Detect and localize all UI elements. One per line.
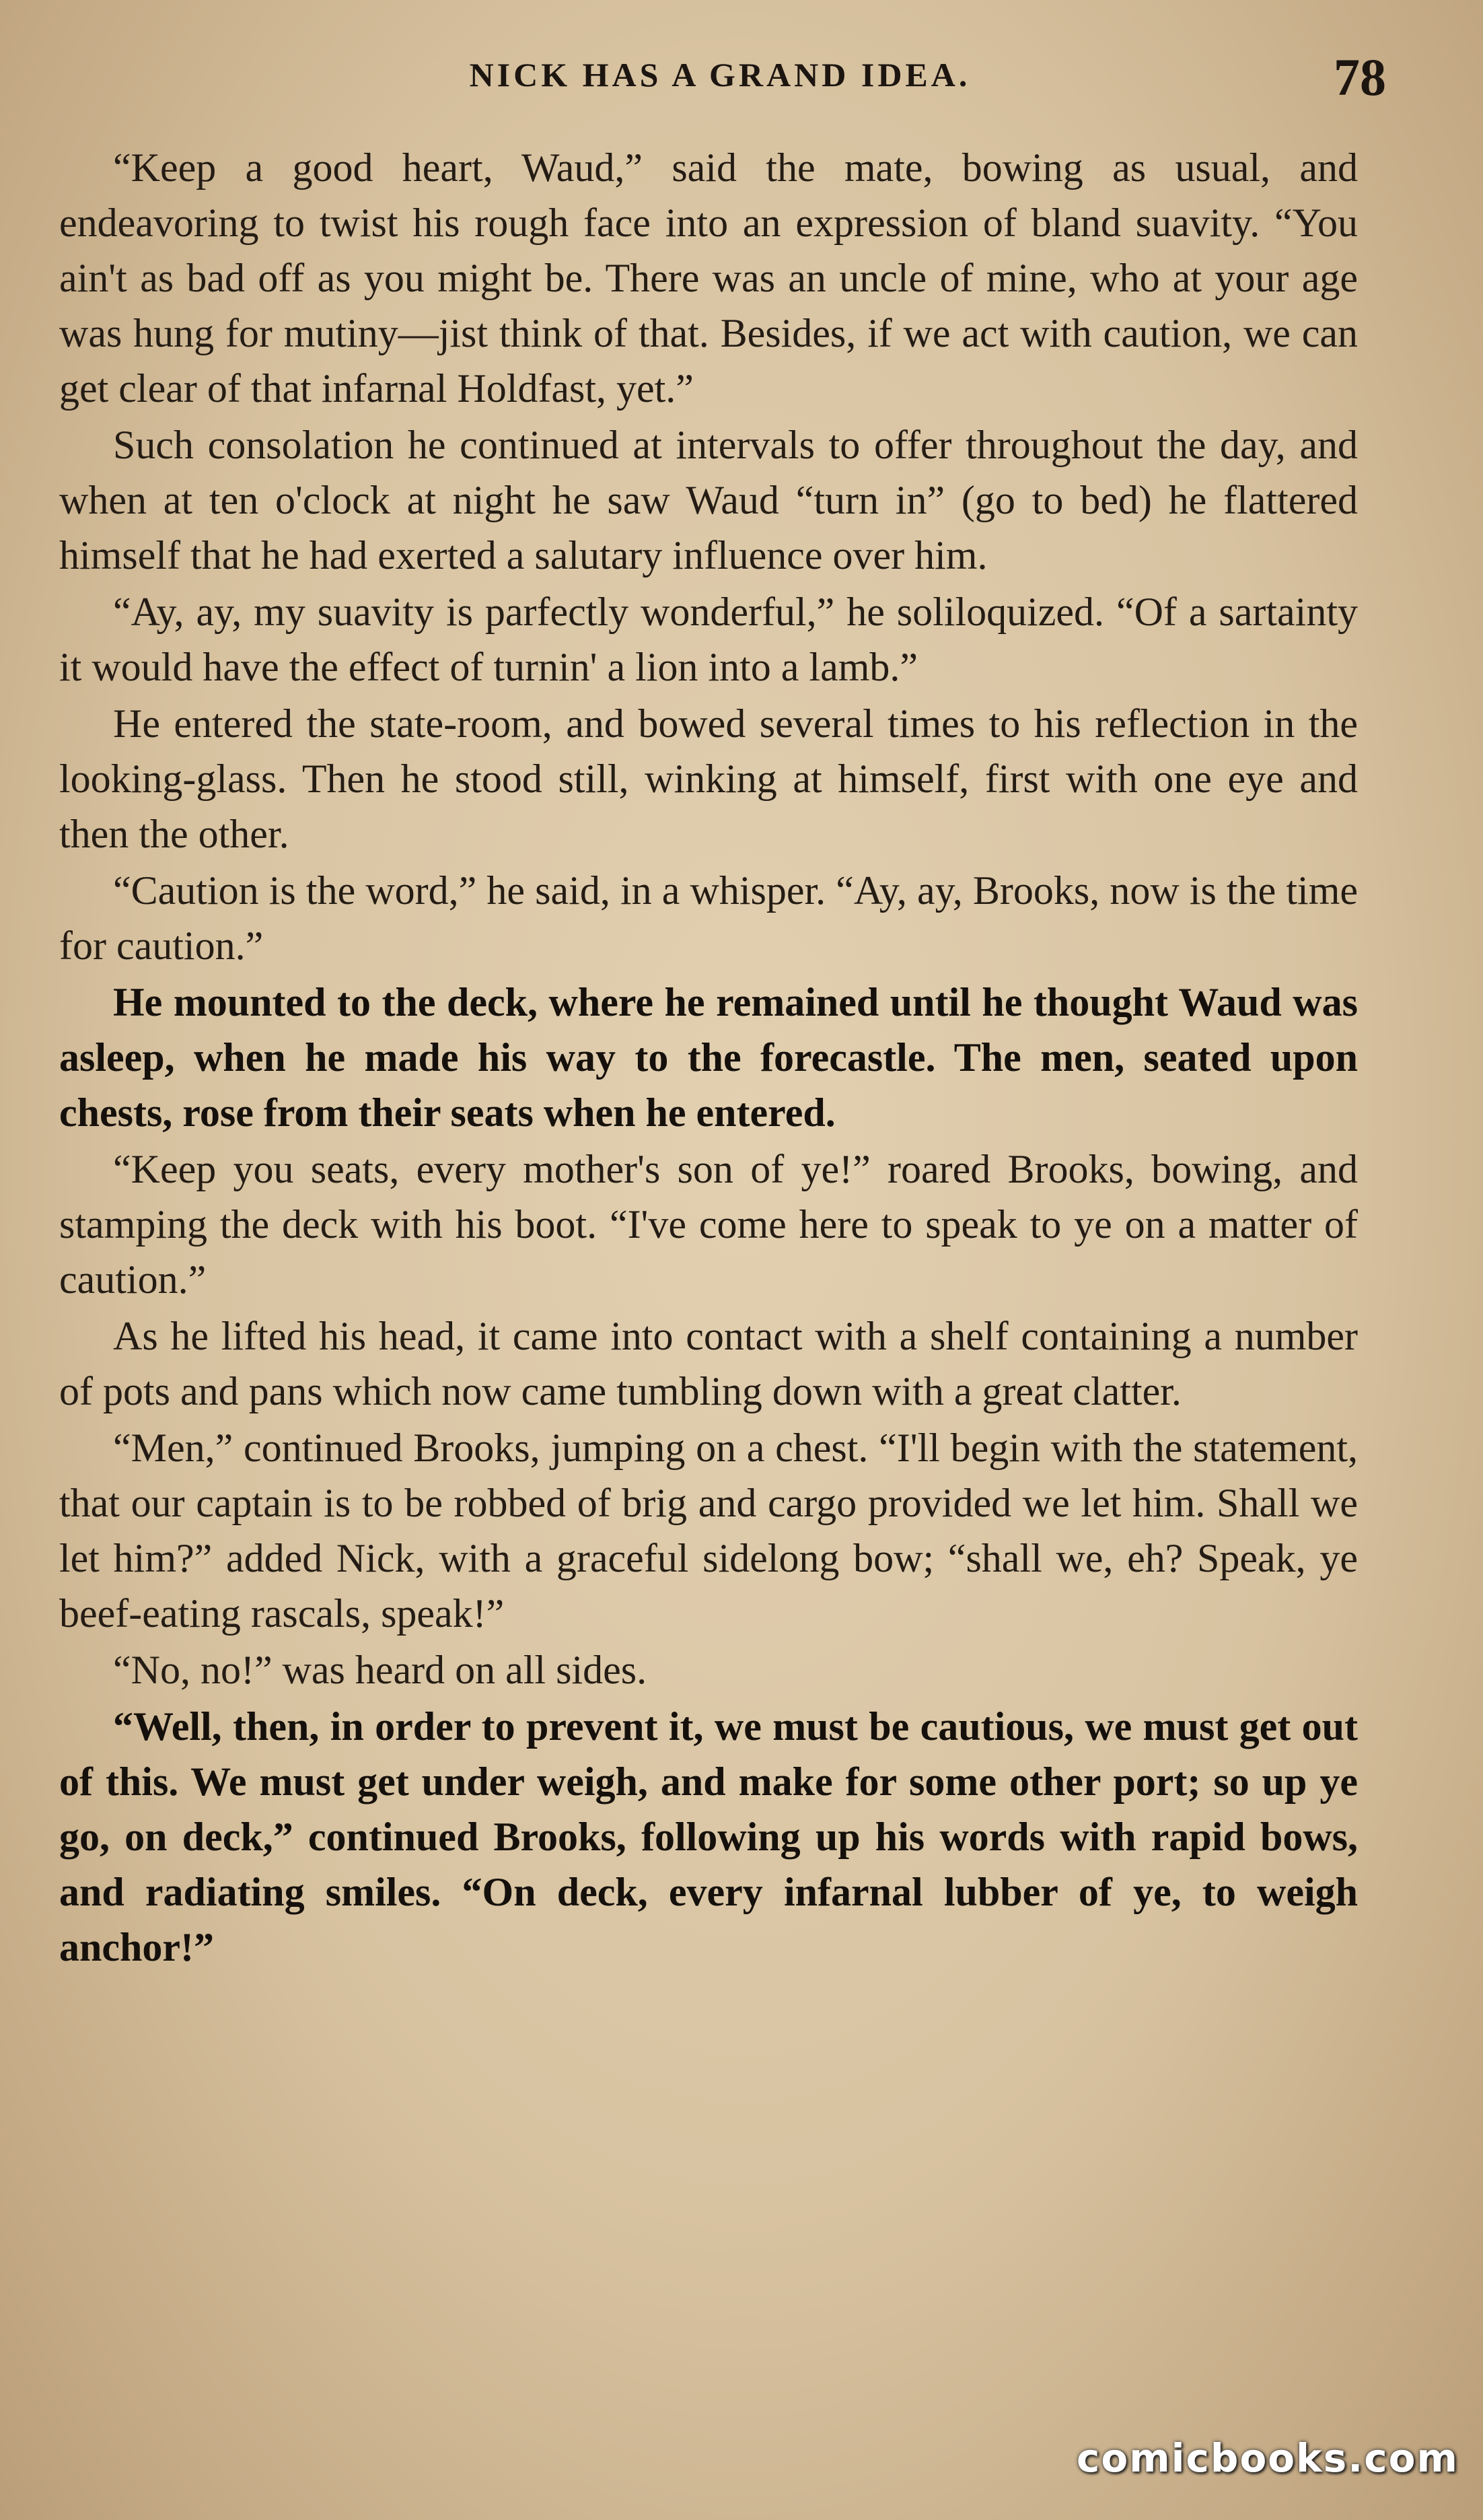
paragraph: Such consolation he continued at intervals to offer throughout the day, and when at ten o'clock at night he saw Waud “turn in” (go to bed) he flattered himself that he had exerted a salutary influence over him.	[59, 423, 1358, 578]
paragraph: “Well, then, in order to prevent it, we must be cautious, we must get out of this. We must get under weigh, and make for some other port; so up ye go, on deck,” continued Brooks, following up his words with rapid bows, and radiating smiles. “On deck, every infarnal lubber of ye, to weigh anchor!”	[59, 1704, 1358, 1969]
paragraph: “Ay, ay, my suavity is parfectly wonderful,” he soliloquized. “Of a sartainty it would have the effect of turnin' a lion into a lamb.”	[59, 590, 1358, 689]
paragraph: “No, no!” was heard on all sides.	[113, 1648, 647, 1692]
paragraph: “Men,” continued Brooks, jumping on a chest. “I'll begin with the statement, that our captain is to be robbed of brig and cargo provided we let him. Shall we let him?” added Nick, with a graceful sidelong bow; “shall we, eh? Speak, ye beef-eating rascals, speak!”	[59, 1426, 1358, 1636]
page-header	[0, 47, 1483, 106]
running-title: NICK HAS A GRAND IDEA.	[469, 56, 971, 94]
paragraph: He mounted to the deck, where he remained until he thought Waud was asleep, when he made his way to the forecastle. The men, seated upon chests, rose from their seats when he entered.	[59, 980, 1358, 1135]
watermark: comicbooks.com	[1077, 2435, 1459, 2481]
paragraph: As he lifted his head, it came into contact with a shelf containing a number of pots and pans which now came tumbling down with a great clatter.	[59, 1314, 1358, 1413]
paragraph: “Caution is the word,” he said, in a whisper. “Ay, ay, Brooks, now is the time for caution.”	[59, 868, 1358, 968]
paragraph: “Keep a good heart, Waud,” said the mate, bowing as usual, and endeavoring to twist his rough face into an expression of bland suavity. “You ain't as bad off as you might be. There was an uncle of mine, who at your age was hung for mutiny—jist think of that. Besides, if we act with caution, we can get clear of that infarnal Holdfast, yet.”	[59, 145, 1358, 411]
body-text	[59, 140, 1358, 1976]
paragraph: “Keep you seats, every mother's son of ye!” roared Brooks, bowing, and stamping the deck with his boot. “I've come here to speak to ye on a matter of caution.”	[59, 1147, 1358, 1302]
page-number: 78	[1334, 48, 1386, 106]
paragraph: He entered the state-room, and bowed several times to his reflection in the looking-glass. Then he stood still, winking at himself, first with one eye and then the other.	[59, 701, 1358, 856]
